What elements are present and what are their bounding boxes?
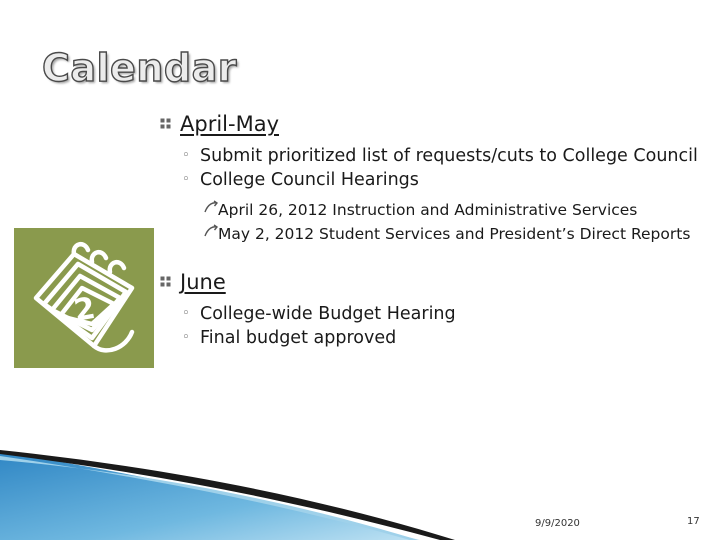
- sub-list-item: [160, 222, 708, 246]
- sub-list-item-text: April 26, 2012 Instruction and Administrative Services: [218, 201, 638, 219]
- circle-bullet-icon: ◦: [182, 330, 190, 345]
- slide-title: Calendar: [42, 46, 237, 90]
- list-item-text: College Council Hearings: [200, 170, 419, 190]
- sub-list-item-text: May 2, 2012 Student Services and President’s Direct Reports: [218, 225, 691, 243]
- sub-list-item: [160, 198, 708, 222]
- circle-bullet-icon: ◦: [182, 148, 190, 163]
- curved-arrow-bullet-icon: [204, 222, 218, 242]
- circle-bullet-icon: ◦: [182, 172, 190, 187]
- section-april-may: [160, 112, 708, 136]
- list-item: [160, 326, 708, 350]
- list-item-text: Final budget approved: [200, 328, 397, 348]
- curved-arrow-bullet-icon: [204, 198, 218, 218]
- circle-bullet-icon: ◦: [182, 306, 190, 321]
- footer-date: 9/9/2020: [535, 518, 580, 529]
- list-item-text: Submit prioritized list of requests/cuts to College Council: [200, 146, 698, 166]
- square-bullet-icon: [160, 276, 171, 287]
- section-heading: June: [180, 270, 226, 294]
- footer-swoosh: [0, 440, 720, 540]
- list-item: [160, 144, 708, 168]
- section-heading: April-May: [180, 112, 279, 136]
- list-item: [160, 168, 708, 192]
- section-june: [160, 270, 708, 294]
- square-bullet-icon: [160, 118, 171, 129]
- list-item-text: College-wide Budget Hearing: [200, 304, 456, 324]
- slide-body: [160, 112, 708, 350]
- calendar-day-glyph: 2: [71, 290, 98, 329]
- list-item: [160, 302, 708, 326]
- calendar-icon: [14, 228, 154, 368]
- footer-page-number: 17: [687, 516, 700, 527]
